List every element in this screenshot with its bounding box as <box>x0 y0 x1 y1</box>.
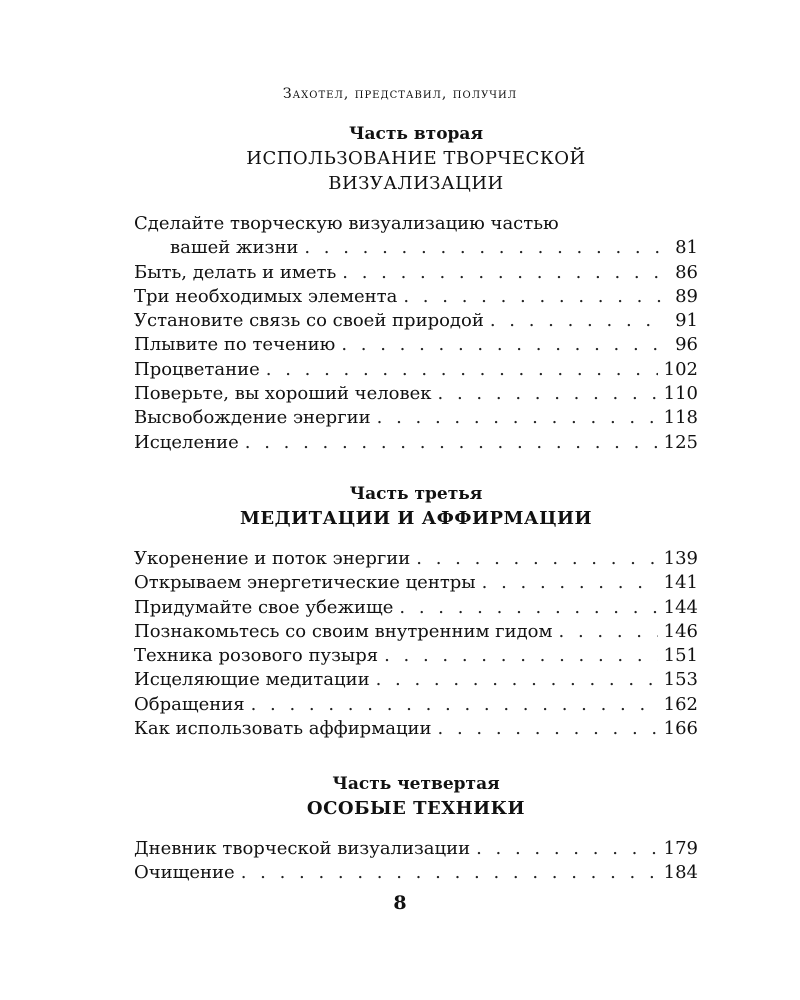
toc-entry-title: Установите связь со своей природой <box>134 310 484 332</box>
page-number: 8 <box>393 892 407 914</box>
toc-entry <box>134 861 698 885</box>
dot-leader <box>245 431 658 455</box>
toc-entry <box>134 668 698 692</box>
running-head: Захотел, представил, получил <box>282 86 518 102</box>
toc-entry <box>134 358 698 382</box>
toc-entry-title: Быть, делать и иметь <box>134 261 337 283</box>
part-title-line: ВИЗУАЛИЗАЦИИ <box>328 173 504 194</box>
toc-entry-page: 91 <box>675 310 698 332</box>
toc-entry <box>134 431 698 455</box>
toc-entry <box>134 837 698 861</box>
dot-leader <box>241 861 658 885</box>
toc-entry <box>134 717 698 741</box>
toc-entry-title: Техника розового пузыря <box>134 645 379 667</box>
part-two <box>134 122 698 455</box>
toc-entry-page: 151 <box>663 645 698 667</box>
toc-entry-title: Дневник творческой визуализации <box>134 838 471 859</box>
toc-entry-title: Высвобождение энергии <box>134 407 371 429</box>
dot-leader <box>490 309 662 333</box>
toc-entry <box>134 406 698 430</box>
toc-entry-page: 139 <box>663 548 698 569</box>
dot-leader <box>384 644 658 668</box>
toc-entry <box>134 261 698 285</box>
toc-list <box>134 837 698 886</box>
toc-entry-title: Исцеление <box>134 431 239 453</box>
toc-entry-title: Очищение <box>134 862 235 884</box>
toc-entry-page: 96 <box>675 334 698 356</box>
part-title-line: ИСПОЛЬЗОВАНИЕ ТВОРЧЕСКОЙ <box>246 148 586 169</box>
dot-leader <box>376 668 658 692</box>
toc-entry-title: Три необходимых элемента <box>134 285 398 307</box>
dot-leader <box>476 837 658 861</box>
toc-entry-title: вашей жизни <box>170 237 299 259</box>
part-label: Часть третья <box>349 484 483 504</box>
dot-leader <box>403 285 662 309</box>
part-label: Часть четвертая <box>332 774 500 794</box>
toc-entry <box>134 547 698 571</box>
toc-entry-title: Познакомьтесь со своим внутренним гидом <box>134 620 553 642</box>
toc-entry <box>134 309 698 333</box>
part-title-line: МЕДИТАЦИИ И АФФИРМАЦИИ <box>239 508 592 529</box>
toc-entry-title: Процветание <box>134 358 260 380</box>
toc-entry-page: 146 <box>663 620 698 642</box>
dot-leader <box>341 333 662 357</box>
toc-entry <box>134 382 698 406</box>
toc-entry-title-line: Сделайте творческую визуализацию частью <box>134 213 559 234</box>
dot-leader <box>304 236 662 260</box>
toc-entry-title: Обращения <box>134 693 245 715</box>
toc-entry-page: 162 <box>663 693 698 715</box>
toc-entry <box>134 333 698 357</box>
dot-leader <box>559 620 658 644</box>
toc-entry-page: 125 <box>663 431 698 453</box>
part-four <box>134 772 698 886</box>
toc-entry-title: Поверьте, вы хороший человек <box>134 383 432 405</box>
toc-entry <box>134 693 698 717</box>
toc-entry-page: 144 <box>663 596 698 618</box>
toc-list <box>134 547 698 741</box>
toc-entry-page: 89 <box>675 285 698 307</box>
toc-entry-page: 184 <box>663 862 698 884</box>
dot-leader <box>438 382 658 406</box>
dot-leader <box>416 547 657 571</box>
toc-entry <box>134 644 698 668</box>
toc-entry <box>134 596 698 620</box>
toc-entry-page: 153 <box>663 669 698 691</box>
toc-entry-title: Придумайте свое убежище <box>134 596 394 618</box>
toc-entry-title: Исцеляющие медитации <box>134 669 370 691</box>
toc-entry <box>134 285 698 309</box>
toc-entry-page: 81 <box>675 237 698 259</box>
dot-leader <box>482 571 658 595</box>
toc-entry <box>134 571 698 595</box>
toc-entry-page: 110 <box>663 383 698 405</box>
dot-leader <box>251 693 658 717</box>
toc-entry-title: Как использовать аффирмации <box>134 718 432 740</box>
toc-entry-title: Укоренение и поток энергии <box>134 548 411 569</box>
toc-entry-page: 86 <box>675 261 698 283</box>
toc-entry-title: Плывите по течению <box>134 334 336 356</box>
toc-entry-page: 118 <box>663 407 698 429</box>
part-title-line: ОСОБЫЕ ТЕХНИКИ <box>306 798 526 819</box>
part-label: Часть вторая <box>348 124 484 144</box>
toc-entry <box>134 620 698 644</box>
dot-leader <box>438 717 658 741</box>
toc-entry-title: Открываем энергетические центры <box>134 572 476 594</box>
toc-entry-page: 141 <box>663 572 698 594</box>
dot-leader <box>266 358 658 382</box>
dot-leader <box>399 596 657 620</box>
dot-leader <box>342 261 662 285</box>
toc-entry <box>134 236 698 260</box>
dot-leader <box>377 406 658 430</box>
toc-entry-page: 179 <box>663 838 698 859</box>
toc-entry-page: 102 <box>663 358 698 380</box>
part-three <box>134 482 698 741</box>
toc-entry-page: 166 <box>663 718 698 740</box>
toc-list <box>134 212 698 455</box>
